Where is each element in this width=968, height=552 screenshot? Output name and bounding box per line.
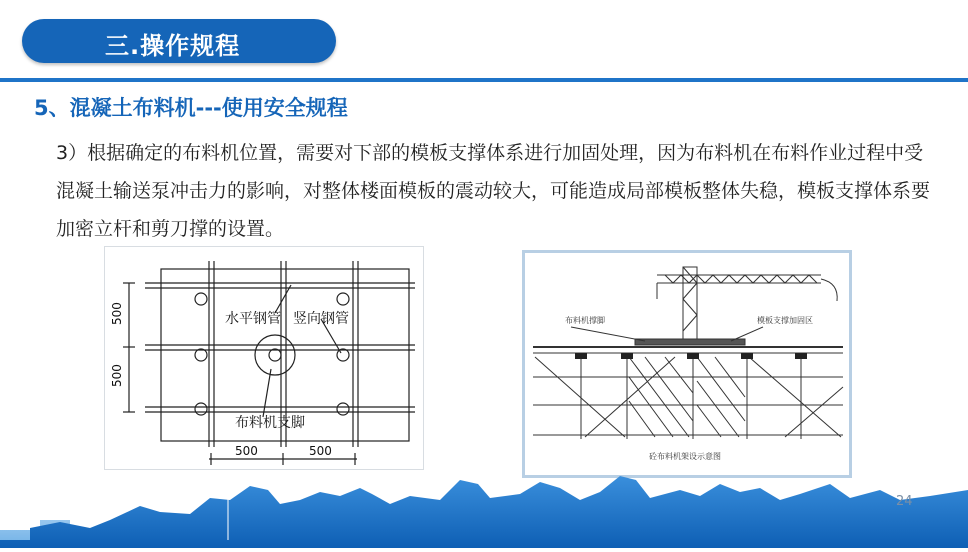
page-number: 24: [896, 494, 913, 509]
skyline-graphic: [0, 470, 968, 548]
dim-bottom-right: 500: [309, 444, 332, 458]
header-divider: [0, 78, 968, 82]
header-banner: [22, 19, 336, 63]
figure-caption: 砼布料机架设示意图: [649, 452, 721, 461]
body-paragraph: 3）根据确定的布料机位置，需要对下部的模板支撑体系进行加固处理，因为布料机在布料作业过程中受混凝土输送泵冲击力的影响，对整体楼面模板的震动较大，可能造成局部模板整体失稳，模板支撑体系要加密立杆和剪刀撑的设置。: [56, 142, 931, 240]
section-title: 5、混凝土布料机---使用安全规程: [34, 96, 348, 120]
spreader-section-drawing: [525, 253, 849, 475]
label-reinforce-zone: 模板支撑加固区: [757, 316, 813, 325]
header-title: 三.操作规程: [105, 32, 241, 60]
support-plan-figure: [104, 246, 424, 470]
label-vertical-pipe: 竖向钢管: [293, 311, 349, 327]
label-spreader-leg: 布料机支脚: [235, 415, 305, 431]
label-horizontal-pipe: 水平钢管: [225, 311, 281, 327]
support-plan-drawing: [105, 247, 423, 469]
spreader-section-figure: [522, 250, 852, 478]
dim-left-upper: 500: [110, 302, 124, 325]
label-spreader-leg: 布料机撑脚: [565, 316, 605, 325]
city-skyline: [0, 470, 968, 548]
dim-left-lower: 500: [110, 364, 124, 387]
dim-bottom-left: 500: [235, 444, 258, 458]
